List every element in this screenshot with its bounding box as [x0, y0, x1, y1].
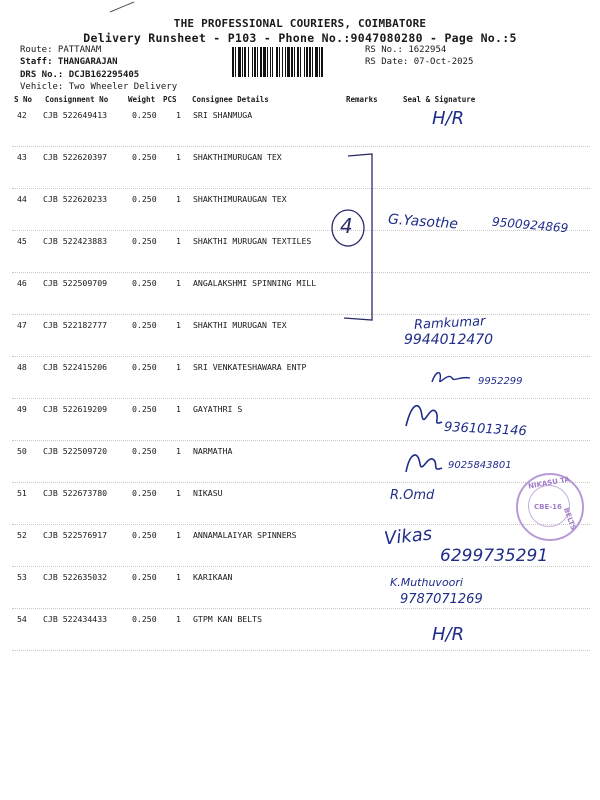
rs-number: RS No.: 1622954	[365, 45, 447, 55]
row-weight: 0.250	[132, 404, 157, 414]
row-sno: 45	[17, 236, 27, 246]
signature-scribble	[402, 446, 446, 478]
document-title: THE PROFESSIONAL COURIERS, COIMBATORE	[173, 17, 427, 30]
row-weight: 0.250	[132, 362, 157, 372]
scan-mark	[108, 0, 138, 14]
row-separator	[12, 650, 590, 651]
row-consignment: CJB 522619209	[43, 404, 108, 414]
row-consignee: KARIKAAN	[193, 572, 233, 582]
route-label: Route: PATTANAM	[20, 45, 102, 55]
row-pcs: 1	[176, 278, 181, 288]
col-consignee: Consignee Details	[192, 95, 269, 104]
row-separator	[12, 482, 590, 483]
row-consignment: CJB 522620233	[43, 194, 108, 204]
row-consignee: SHAKTHI MURUGAN TEX	[193, 320, 287, 330]
row-separator	[12, 356, 590, 357]
row-sno: 50	[17, 446, 27, 456]
handwritten-signature: G.Yasothe	[387, 211, 459, 233]
group-bracket	[330, 148, 390, 328]
row-pcs: 1	[176, 404, 181, 414]
row-consignment: CJB 522423883	[43, 236, 108, 246]
col-remarks: Remarks	[346, 95, 378, 104]
row-separator	[12, 146, 590, 147]
handwritten-phone: 9361013146	[443, 419, 528, 440]
handwritten-hr-top: H/R	[432, 108, 465, 129]
row-pcs: 1	[176, 194, 181, 204]
handwritten-name: K.Muthuvoori	[390, 576, 463, 589]
row-pcs: 1	[176, 152, 181, 162]
row-pcs: 1	[176, 530, 181, 540]
table-row	[0, 110, 600, 152]
handwritten-hr-bottom: H/R	[432, 624, 465, 645]
row-sno: 51	[17, 488, 27, 498]
col-consignment: Consignment No	[45, 95, 109, 104]
row-weight: 0.250	[132, 572, 157, 582]
rs-date: RS Date: 07-Oct-2025	[365, 57, 474, 67]
stamp-text-middle: CBE-16	[534, 503, 562, 511]
row-sno: 44	[17, 194, 27, 204]
row-consignee: NIKASU	[193, 488, 223, 498]
row-pcs: 1	[176, 320, 181, 330]
row-consignee: SRI SHANMUGA	[193, 110, 253, 120]
row-consignee: SHAKTHIMURUGAN TEX	[193, 152, 282, 162]
handwritten-phone: 9787071269	[400, 592, 483, 607]
row-weight: 0.250	[132, 614, 157, 624]
row-separator	[12, 566, 590, 567]
row-separator	[12, 608, 590, 609]
row-consignment: CJB 522509709	[43, 278, 108, 288]
row-pcs: 1	[176, 236, 181, 246]
row-weight: 0.250	[132, 194, 157, 204]
row-consignee: SHAKTHIMURAUGAN TEX	[193, 194, 287, 204]
handwritten-phone: 9500924869	[491, 214, 569, 236]
drs-number: DRS No.: DCJB162295405	[20, 70, 140, 80]
row-sno: 42	[17, 110, 27, 120]
row-consignee: SRI VENKATESHAWARA ENTP	[193, 362, 307, 372]
row-separator	[12, 188, 590, 189]
row-pcs: 1	[176, 488, 181, 498]
table-row	[0, 572, 600, 614]
row-consignment: CJB 522415206	[43, 362, 108, 372]
row-separator	[12, 524, 590, 525]
row-consignment: CJB 522576917	[43, 530, 108, 540]
row-weight: 0.250	[132, 488, 157, 498]
row-consignee: ANGALAKSHMI SPINNING MILL	[193, 278, 317, 288]
row-pcs: 1	[176, 362, 181, 372]
stamp-text-side: BELTS	[561, 506, 578, 532]
staff-label: Staff: THANGARAJAN	[20, 57, 118, 67]
company-stamp	[516, 473, 584, 541]
row-consignment: CJB 522673780	[43, 488, 108, 498]
barcode	[232, 47, 360, 77]
row-separator	[12, 398, 590, 399]
row-weight: 0.250	[132, 446, 157, 456]
handwritten-phone: 9952299	[478, 376, 523, 387]
handwritten-phone: 9025843801	[448, 460, 512, 471]
row-separator	[12, 440, 590, 441]
row-consignee: GAYATHRI S	[193, 404, 243, 414]
vehicle-label: Vehicle: Two Wheeler Delivery	[20, 82, 178, 92]
row-consignment: CJB 522434433	[43, 614, 108, 624]
row-sno: 43	[17, 152, 27, 162]
row-sno: 49	[17, 404, 27, 414]
circled-count: 4	[340, 214, 353, 238]
row-consignee: GTPM KAN BELTS	[193, 614, 263, 624]
row-consignee: SHAKTHI MURUGAN TEXTILES	[193, 236, 312, 246]
col-seal-signature: Seal & Signature	[403, 95, 476, 104]
row-consignee: NARMATHA	[193, 446, 233, 456]
signature-scribble	[402, 398, 446, 432]
signature-scribble	[428, 368, 474, 388]
row-pcs: 1	[176, 572, 181, 582]
row-separator	[12, 272, 590, 273]
table-row	[0, 320, 600, 362]
row-weight: 0.250	[132, 320, 157, 330]
handwritten-name: R.Omd	[390, 488, 435, 503]
col-pcs: PCS	[163, 95, 177, 104]
handwritten-phone: 6299735291	[440, 546, 549, 566]
row-sno: 53	[17, 572, 27, 582]
row-sno: 52	[17, 530, 27, 540]
row-weight: 0.250	[132, 236, 157, 246]
stamp-text-top: NIKASU TA	[527, 475, 571, 491]
row-sno: 46	[17, 278, 27, 288]
row-pcs: 1	[176, 614, 181, 624]
row-sno: 54	[17, 614, 27, 624]
row-separator	[12, 230, 590, 231]
row-weight: 0.250	[132, 278, 157, 288]
table-row	[0, 614, 600, 656]
table-row	[0, 278, 600, 320]
table-row	[0, 236, 600, 278]
handwritten-name: Vikas	[383, 523, 434, 550]
handwritten-phone: 9944012470	[404, 332, 494, 348]
handwritten-name: Ramkumar	[413, 314, 486, 333]
row-consignment: CJB 522620397	[43, 152, 108, 162]
row-weight: 0.250	[132, 152, 157, 162]
document-subtitle: Delivery Runsheet - P103 - Phone No.:9047080280 - Page No.:5	[83, 31, 517, 45]
row-pcs: 1	[176, 446, 181, 456]
row-consignment: CJB 522509720	[43, 446, 108, 456]
table-row	[0, 152, 600, 194]
row-sno: 47	[17, 320, 27, 330]
row-weight: 0.250	[132, 530, 157, 540]
col-sno: S No	[14, 95, 33, 104]
table-row	[0, 488, 600, 530]
row-separator	[12, 314, 590, 315]
col-weight: Weight	[128, 95, 156, 104]
row-consignment: CJB 522635032	[43, 572, 108, 582]
row-sno: 48	[17, 362, 27, 372]
row-consignment: CJB 522649413	[43, 110, 108, 120]
row-consignee: ANNAMALAIYAR SPINNERS	[193, 530, 297, 540]
row-consignment: CJB 522182777	[43, 320, 108, 330]
row-pcs: 1	[176, 110, 181, 120]
row-weight: 0.250	[132, 110, 157, 120]
